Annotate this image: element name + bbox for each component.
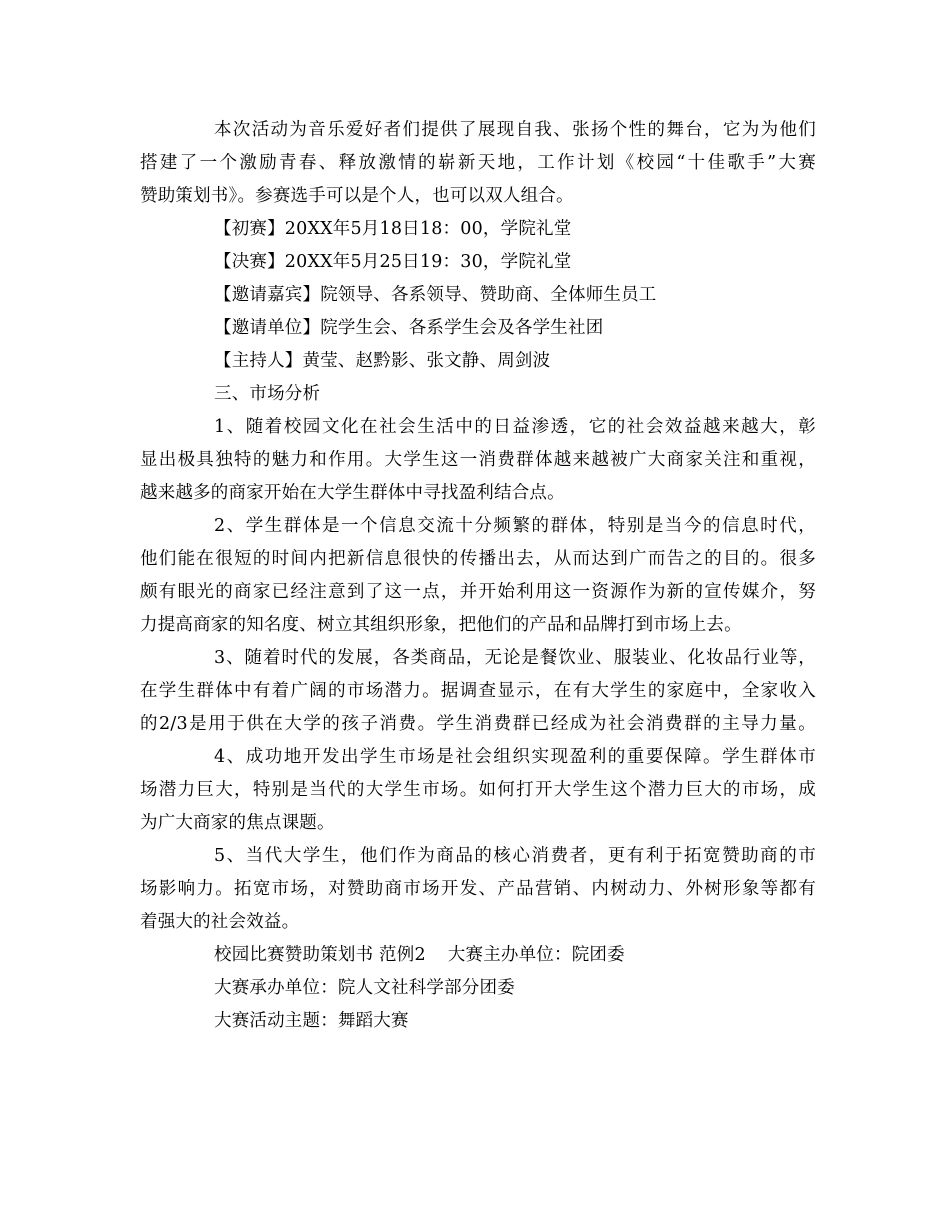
item-1-line-3: 越来越多的商家开始在大学生群体中寻找盈利结合点。: [140, 483, 565, 503]
paragraph-intro-line-3: 赞助策划书》。参赛选手可以是个人，也可以双人组合。: [140, 186, 574, 206]
item-5-line-2: 场影响力。拓宽市场，对赞助商市场开发、产品营销、内树动力、外树形象等都有: [140, 879, 816, 899]
item-4-line-3: 为广大商家的焦点课题。: [140, 813, 335, 833]
item-2-line-2: 他们能在很短的时间内把新信息很快的传播出去，从而达到广而告之的目的。很多: [140, 549, 816, 569]
info-units: 【邀请单位】院学生会、各系学生会及各学生社团: [214, 318, 604, 338]
info-hosts: 【主持人】黄莹、赵黔影、张文静、周剑波: [214, 351, 551, 371]
example-2-title: 校园比赛赞助策划书 范例2: [214, 945, 426, 965]
paragraph-intro-line-1: 本次活动为音乐爱好者们提供了展现自我、张扬个性的舞台，它为为他们: [214, 120, 816, 140]
info-guests: 【邀请嘉宾】院领导、各系领导、赞助商、全体师生员工: [214, 285, 657, 305]
example-2-co-organizer: 大赛承办单位：院人文社科学部分团委: [214, 978, 515, 998]
item-4-line-1: 4、成功地开发出学生市场是社会组织实现盈利的重要保障。学生群体市: [214, 747, 816, 767]
item-2-line-3: 颇有眼光的商家已经注意到了这一点，并开始利用这一资源作为新的宣传媒介，努: [140, 582, 816, 602]
info-preliminary: 【初赛】20XX年5月18日18：00，学院礼堂: [214, 219, 572, 239]
example-2-organizer: 大赛主办单位：院团委: [447, 945, 625, 965]
section-heading-market-analysis: 三、市场分析: [214, 384, 321, 404]
info-final: 【决赛】20XX年5月25日19：30，学院礼堂: [214, 252, 572, 272]
item-5-line-1: 5、当代大学生，他们作为商品的核心消费者，更有利于拓宽赞助商的市: [214, 846, 816, 866]
item-5-line-3: 着强大的社会效益。: [140, 912, 300, 932]
document-page: [140, 114, 816, 1038]
item-3-line-3: 的2/3是用于供在大学的孩子消费。学生消费群已经成为社会消费群的主导力量。: [140, 714, 816, 734]
example-2-theme: 大赛活动主题：舞蹈大赛: [214, 1011, 409, 1031]
item-2-line-1: 2、学生群体是一个信息交流十分频繁的群体，特别是当今的信息时代，: [214, 516, 816, 536]
paragraph-intro-line-2: 搭建了一个激励青春、释放激情的崭新天地，工作计划《校园“十佳歌手”大赛: [140, 153, 816, 173]
item-3-line-1: 3、随着时代的发展，各类商品，无论是餐饮业、服装业、化妆品行业等，: [214, 648, 816, 668]
item-4-line-2: 场潜力巨大，特别是当代的大学生市场。如何打开大学生这个潜力巨大的市场，成: [140, 780, 816, 800]
item-1-line-2: 显出极具独特的魅力和作用。大学生这一消费群体越来越被广大商家关注和重视，: [140, 450, 816, 470]
example-2-heading-row: [140, 939, 816, 972]
item-1-line-1: 1、随着校园文化在社会生活中的日益渗透，它的社会效益越来越大，彰: [214, 417, 816, 437]
item-3-line-2: 在学生群体中有着广阔的市场潜力。据调查显示，在有大学生的家庭中，全家收入: [140, 681, 816, 701]
item-2-line-4: 力提高商家的知名度、树立其组织形象，把他们的产品和品牌打到市场上去。: [140, 615, 742, 635]
